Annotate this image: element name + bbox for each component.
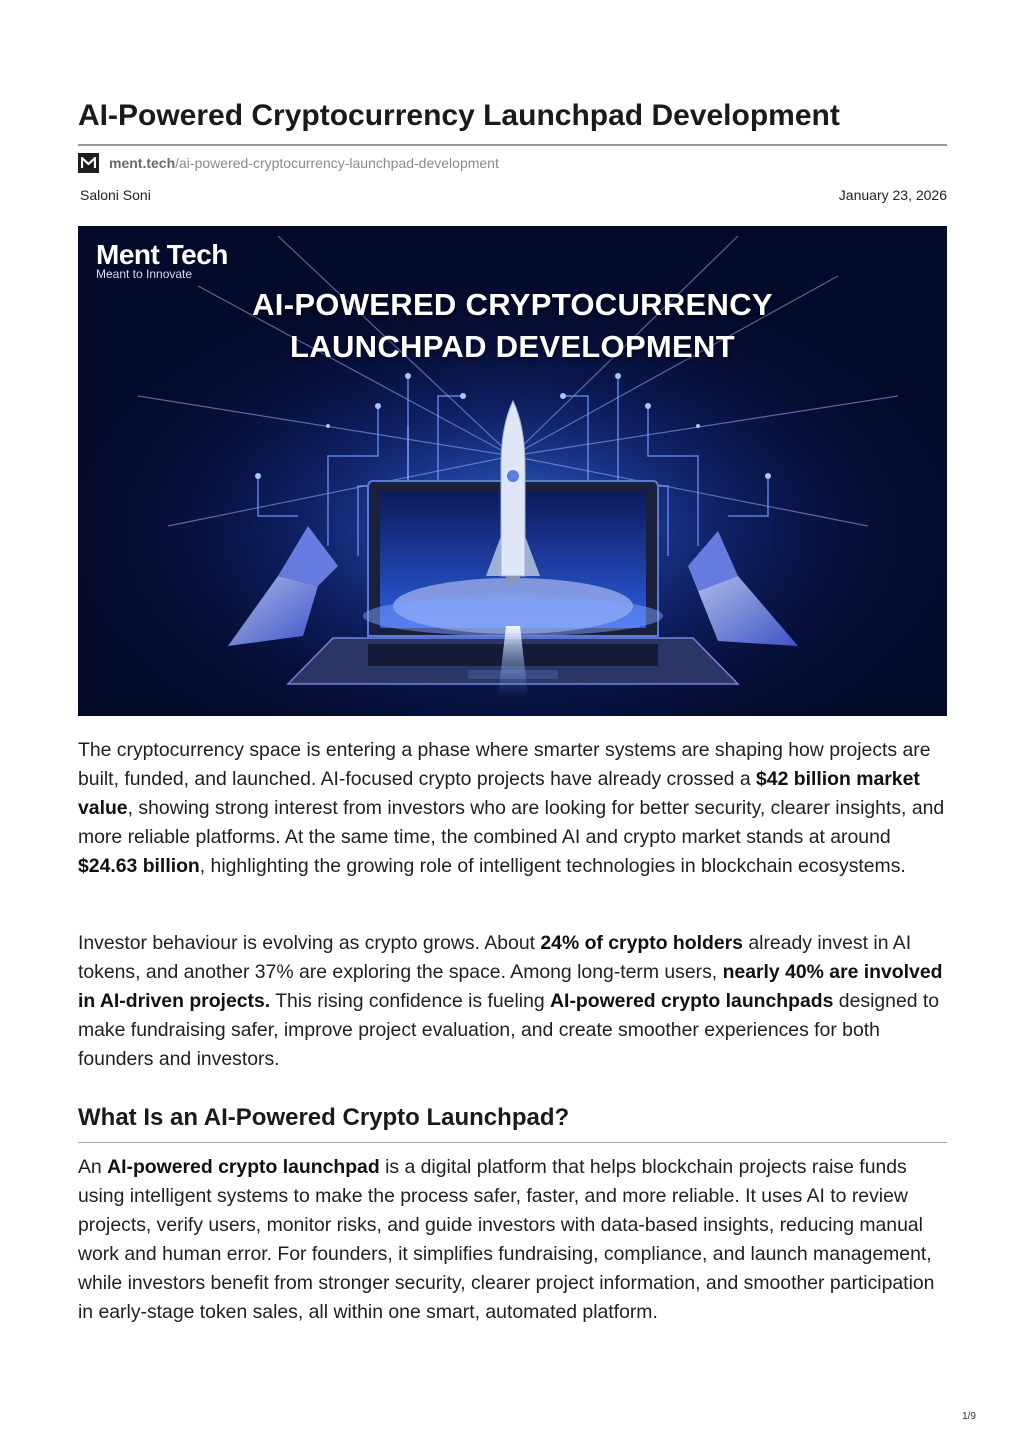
bold-emphasis: 24% of crypto holders [540,932,743,954]
section-heading: What Is an AI-Powered Crypto Launchpad? [78,1104,570,1131]
page-number: 1/9 [962,1411,976,1422]
hero-image [78,226,947,716]
hero-title [78,284,947,368]
ment-logo-icon [78,153,99,173]
source-path[interactable]: /ai-powered-cryptocurrency-launchpad-development [175,155,499,171]
publish-date: January 23, 2026 [838,187,947,203]
bold-emphasis: AI-powered crypto launchpad [107,1156,380,1178]
brand-logo [96,240,228,281]
bold-emphasis: AI-powered crypto launchpads [550,990,834,1012]
brand-tagline: Meant to Innovate [96,267,193,281]
hero-title-line-2: LAUNCHPAD DEVELOPMENT [290,329,735,364]
page-title: AI-Powered Cryptocurrency Launchpad Development [78,99,840,132]
author-name: Saloni Soni [80,187,151,203]
definition-paragraph: An AI-powered crypto launchpad is a digital platform that helps blockchain projects raise funds using intelligent systems to make the process safer, faster, and more reliable. It uses AI to review projects, verify users, monitor risks, and guide investors with data-based insights, reducing manual work and human error. For founders, it simplifies fundraising, compliance, and launch management, while investors benefit from stronger security, clearer project information, and smoother participation in early-stage token sales, all within one smart, automated platform. [78,1156,935,1323]
bold-emphasis: nearly 40% are involved in AI-driven projects. [78,961,943,1012]
source-domain[interactable]: ment.tech [109,155,176,171]
source-link[interactable] [78,153,499,173]
investor-paragraph: Investor behaviour is evolving as crypto grows. About 24% of crypto holders already invest in AI tokens, and another 37% are exploring the space. Among long-term users, nearly 40% are involved in AI-driven projects. This rising confidence is fueling AI-powered crypto launchpads designed to make fundraising safer, improve project evaluation, and create smoother experiences for both founders and investors. [78,932,943,1070]
hero-title-line-1: AI-POWERED CRYPTOCURRENCY [252,287,773,322]
bold-emphasis: $42 billion market value [78,768,920,819]
title-divider [78,144,947,146]
bold-emphasis: $24.63 billion [78,855,200,877]
brand-name: Ment Tech [96,239,228,270]
section-divider [78,1142,947,1143]
intro-paragraph: The cryptocurrency space is entering a phase where smarter systems are shaping how projects are built, funded, and launched. AI-focused crypto projects have already crossed a $42 billion market value, showing strong interest from investors who are looking for better security, clearer insights, and more reliable platforms. At the same time, the combined AI and crypto market stands at around $24.63 billion, highlighting the growing role of intelligent technologies in blockchain ecosystems. [78,739,945,877]
